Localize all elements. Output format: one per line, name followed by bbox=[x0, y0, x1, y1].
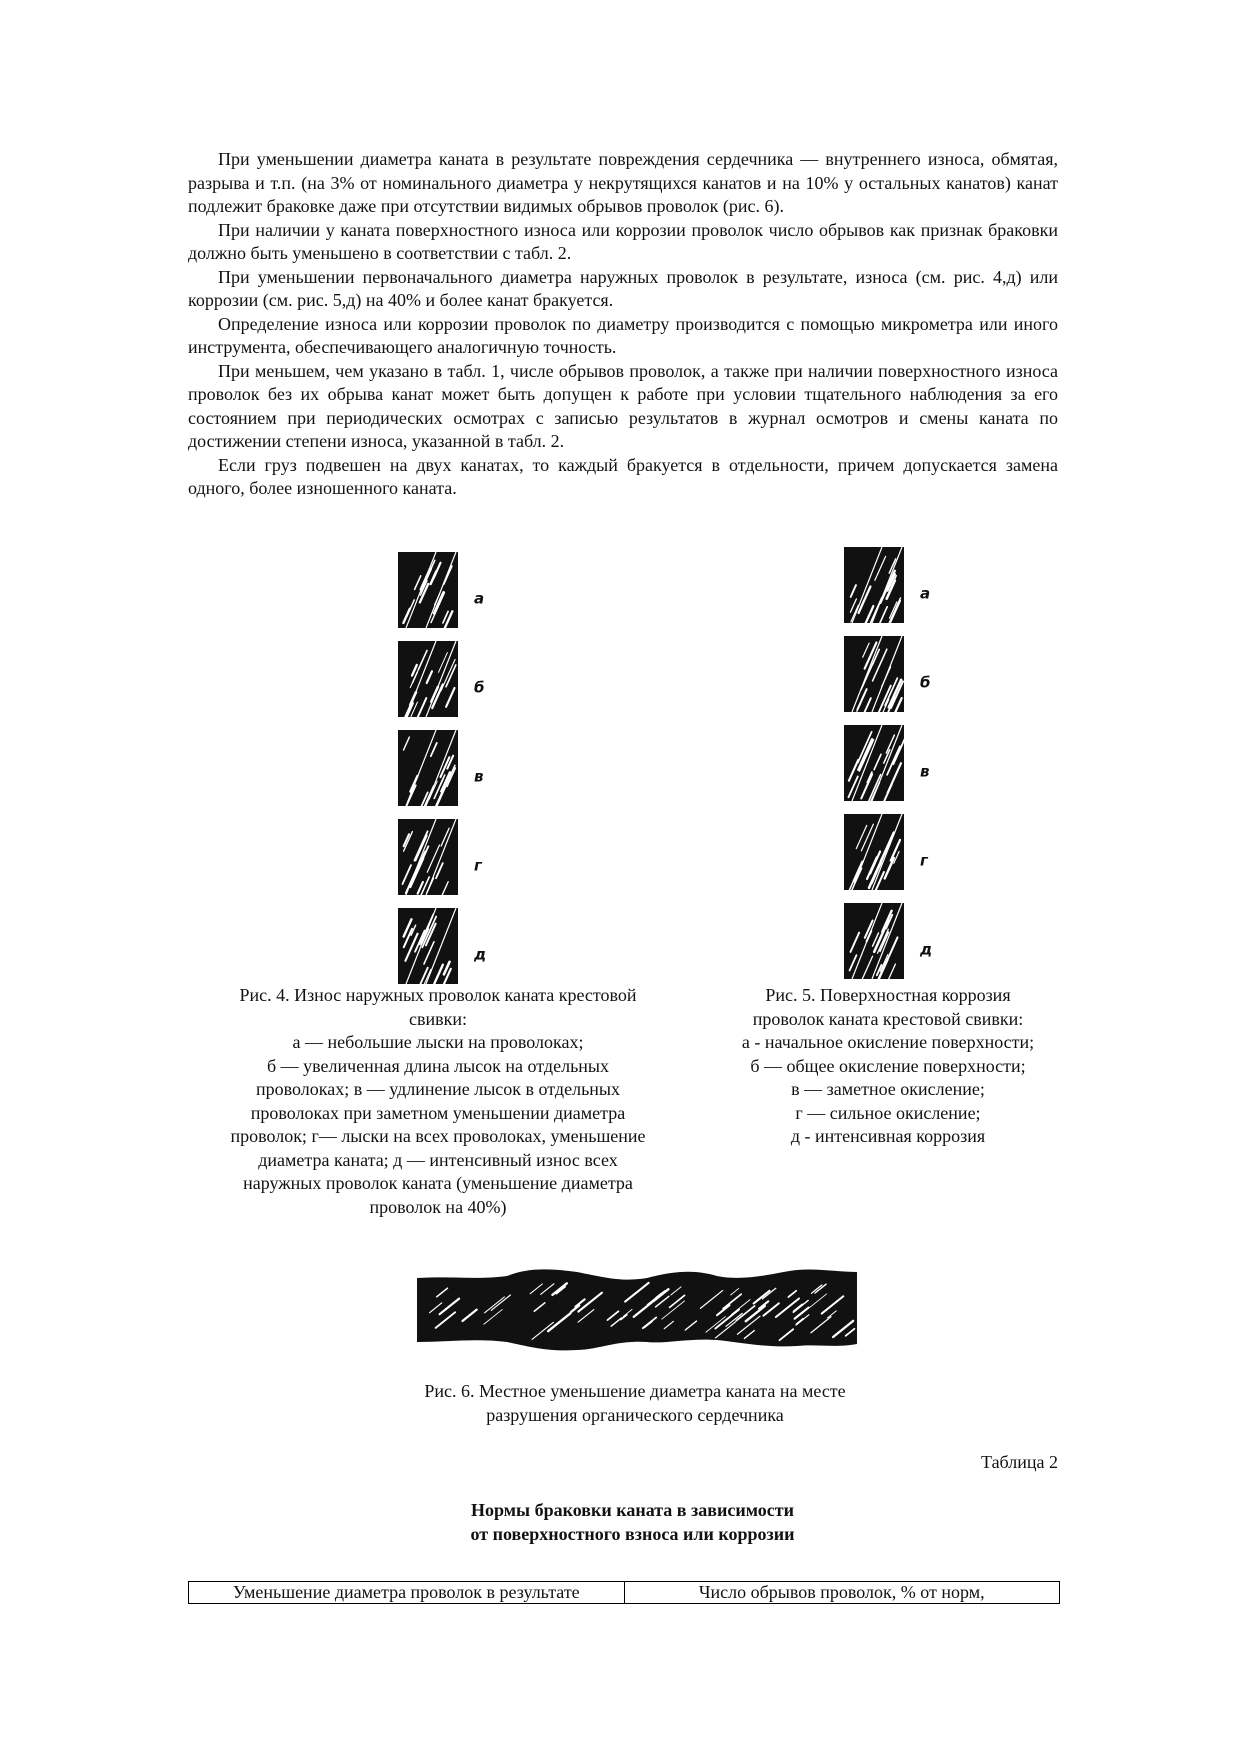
table-title-line: от поверхностного взноса или коррозии bbox=[470, 1524, 795, 1544]
caption-line: проволок; г— лыски на всех проволоках, уменьшение bbox=[230, 1126, 646, 1146]
caption-line: Рис. 4. Износ наружных проволок каната крестовой bbox=[239, 985, 637, 1005]
caption-line: в — заметное окисление; bbox=[791, 1079, 985, 1099]
rope-sample-4 bbox=[398, 819, 458, 904]
rope-sample-3 bbox=[844, 725, 907, 816]
paragraph: При уменьшении первоначального диаметра наружных проволок в результате, износа (см. рис. 4,д) или коррозии (см. рис. 5,д) на 40% и более канат бракуется. bbox=[188, 266, 1058, 310]
caption-line: проволок на 40%) bbox=[369, 1196, 507, 1217]
caption-line: свивки: bbox=[409, 1008, 467, 1029]
sample-letter: г bbox=[920, 851, 928, 870]
rope-sample-2 bbox=[398, 641, 458, 725]
caption-line: проволоках; в — удлинение лысок в отдельных bbox=[256, 1079, 620, 1099]
caption-line: Рис. 6. Местное уменьшение диаметра каната на месте bbox=[424, 1381, 846, 1401]
sample-letter: в bbox=[920, 762, 930, 781]
rope-sample-5 bbox=[398, 908, 458, 984]
caption-line: разрушения органического сердечника bbox=[486, 1404, 784, 1425]
table-title-line: Нормы браковки каната в зависимости bbox=[471, 1500, 794, 1520]
caption-line: а — небольшие лыски на проволоках; bbox=[292, 1032, 584, 1052]
body-text bbox=[188, 148, 1058, 501]
table-header-cell: Уменьшение диаметра проволок в результате bbox=[189, 1582, 625, 1604]
figure-4-drawing bbox=[396, 552, 516, 984]
paragraph: При меньшем, чем указано в табл. 1, числе обрывов проволок, а также при наличии поверхностного износа проволок без их обрыва канат может быть допущен к работе при условии тщательного наблюдения за его состоянием при периодических осмотрах с записью результатов в журнал осмотров и смены каната по достижении степени износа, указанной в табл. 2. bbox=[188, 360, 1058, 451]
figure-6-drawing bbox=[417, 1268, 857, 1352]
norms-table bbox=[188, 1581, 1060, 1604]
table-header-cell: Число обрывов проволок, % от норм, bbox=[624, 1582, 1060, 1604]
sample-letter: а bbox=[920, 584, 931, 603]
sample-letter: б bbox=[920, 673, 931, 692]
figure-4-caption bbox=[188, 984, 688, 1219]
caption-line: а - начальное окисление поверхности; bbox=[741, 1032, 1035, 1052]
table-label: Таблица 2 bbox=[981, 1452, 1058, 1472]
sample-letter: д bbox=[474, 945, 487, 964]
sample-letter: а bbox=[474, 589, 485, 608]
rope-sample-3 bbox=[398, 730, 458, 822]
paragraph: При уменьшении диаметра каната в результате повреждения сердечника — внутреннего износа, обмятая, разрыва и т.п. (на 3% от номинального диаметра у некрутящихся канатов и на 10% у остальных канатов) канат подлежит браковке даже при отсутствии видимых обрывов проволок (рис. 6). bbox=[188, 149, 1058, 216]
caption-line: б — увеличенная длина лысок на отдельных bbox=[266, 1055, 610, 1076]
rope-silhouette bbox=[417, 1269, 857, 1350]
caption-line: диаметра каната; д — интенсивный износ всех bbox=[258, 1149, 618, 1170]
rope-sample-4 bbox=[844, 814, 904, 900]
caption-line: проволок каната крестовой свивки: bbox=[752, 1008, 1024, 1029]
caption-line: наружных проволок каната (уменьшение диаметра bbox=[243, 1173, 633, 1193]
table-title bbox=[0, 1498, 1240, 1546]
sample-letter: г bbox=[474, 856, 482, 875]
figure-5-caption bbox=[710, 984, 1066, 1149]
sample-letter: б bbox=[474, 678, 485, 697]
figure-6-rope-diameter bbox=[417, 1268, 857, 1352]
figure-6-caption bbox=[370, 1380, 900, 1427]
rope-sample-2 bbox=[844, 636, 904, 721]
caption-line: д - интенсивная коррозия bbox=[790, 1126, 986, 1146]
caption-line: проволоках при заметном уменьшении диаметра bbox=[250, 1102, 626, 1123]
paragraph: Определение износа или коррозии проволок по диаметру производится с помощью микрометра или иного инструмента, обеспечивающего аналогичную точность. bbox=[188, 313, 1058, 357]
caption-line: б — общее окисление поверхности; bbox=[750, 1055, 1026, 1076]
figure-5-drawing bbox=[842, 547, 962, 979]
rope-sample-5 bbox=[844, 903, 904, 979]
sample-letter: д bbox=[920, 940, 933, 959]
rope-sample-1 bbox=[398, 552, 458, 641]
caption-line: Рис. 5. Поверхностная коррозия bbox=[765, 985, 1011, 1005]
paragraph: Если груз подвешен на двух канатах, то каждый бракуется в отдельности, причем допускается замена одного, более изношенного каната. bbox=[188, 454, 1058, 498]
figure-5-rope-corrosion bbox=[842, 547, 962, 979]
table-header-row bbox=[189, 1582, 1060, 1604]
paragraph: При наличии у каната поверхностного износа или коррозии проволок число обрывов как признак браковки должно быть уменьшено в соответствии с табл. 2. bbox=[188, 219, 1058, 263]
caption-line: г — сильное окисление; bbox=[795, 1102, 981, 1123]
sample-letter: в bbox=[474, 767, 484, 786]
figure-4-rope-wear bbox=[396, 552, 516, 984]
rope-sample-1 bbox=[844, 547, 904, 633]
